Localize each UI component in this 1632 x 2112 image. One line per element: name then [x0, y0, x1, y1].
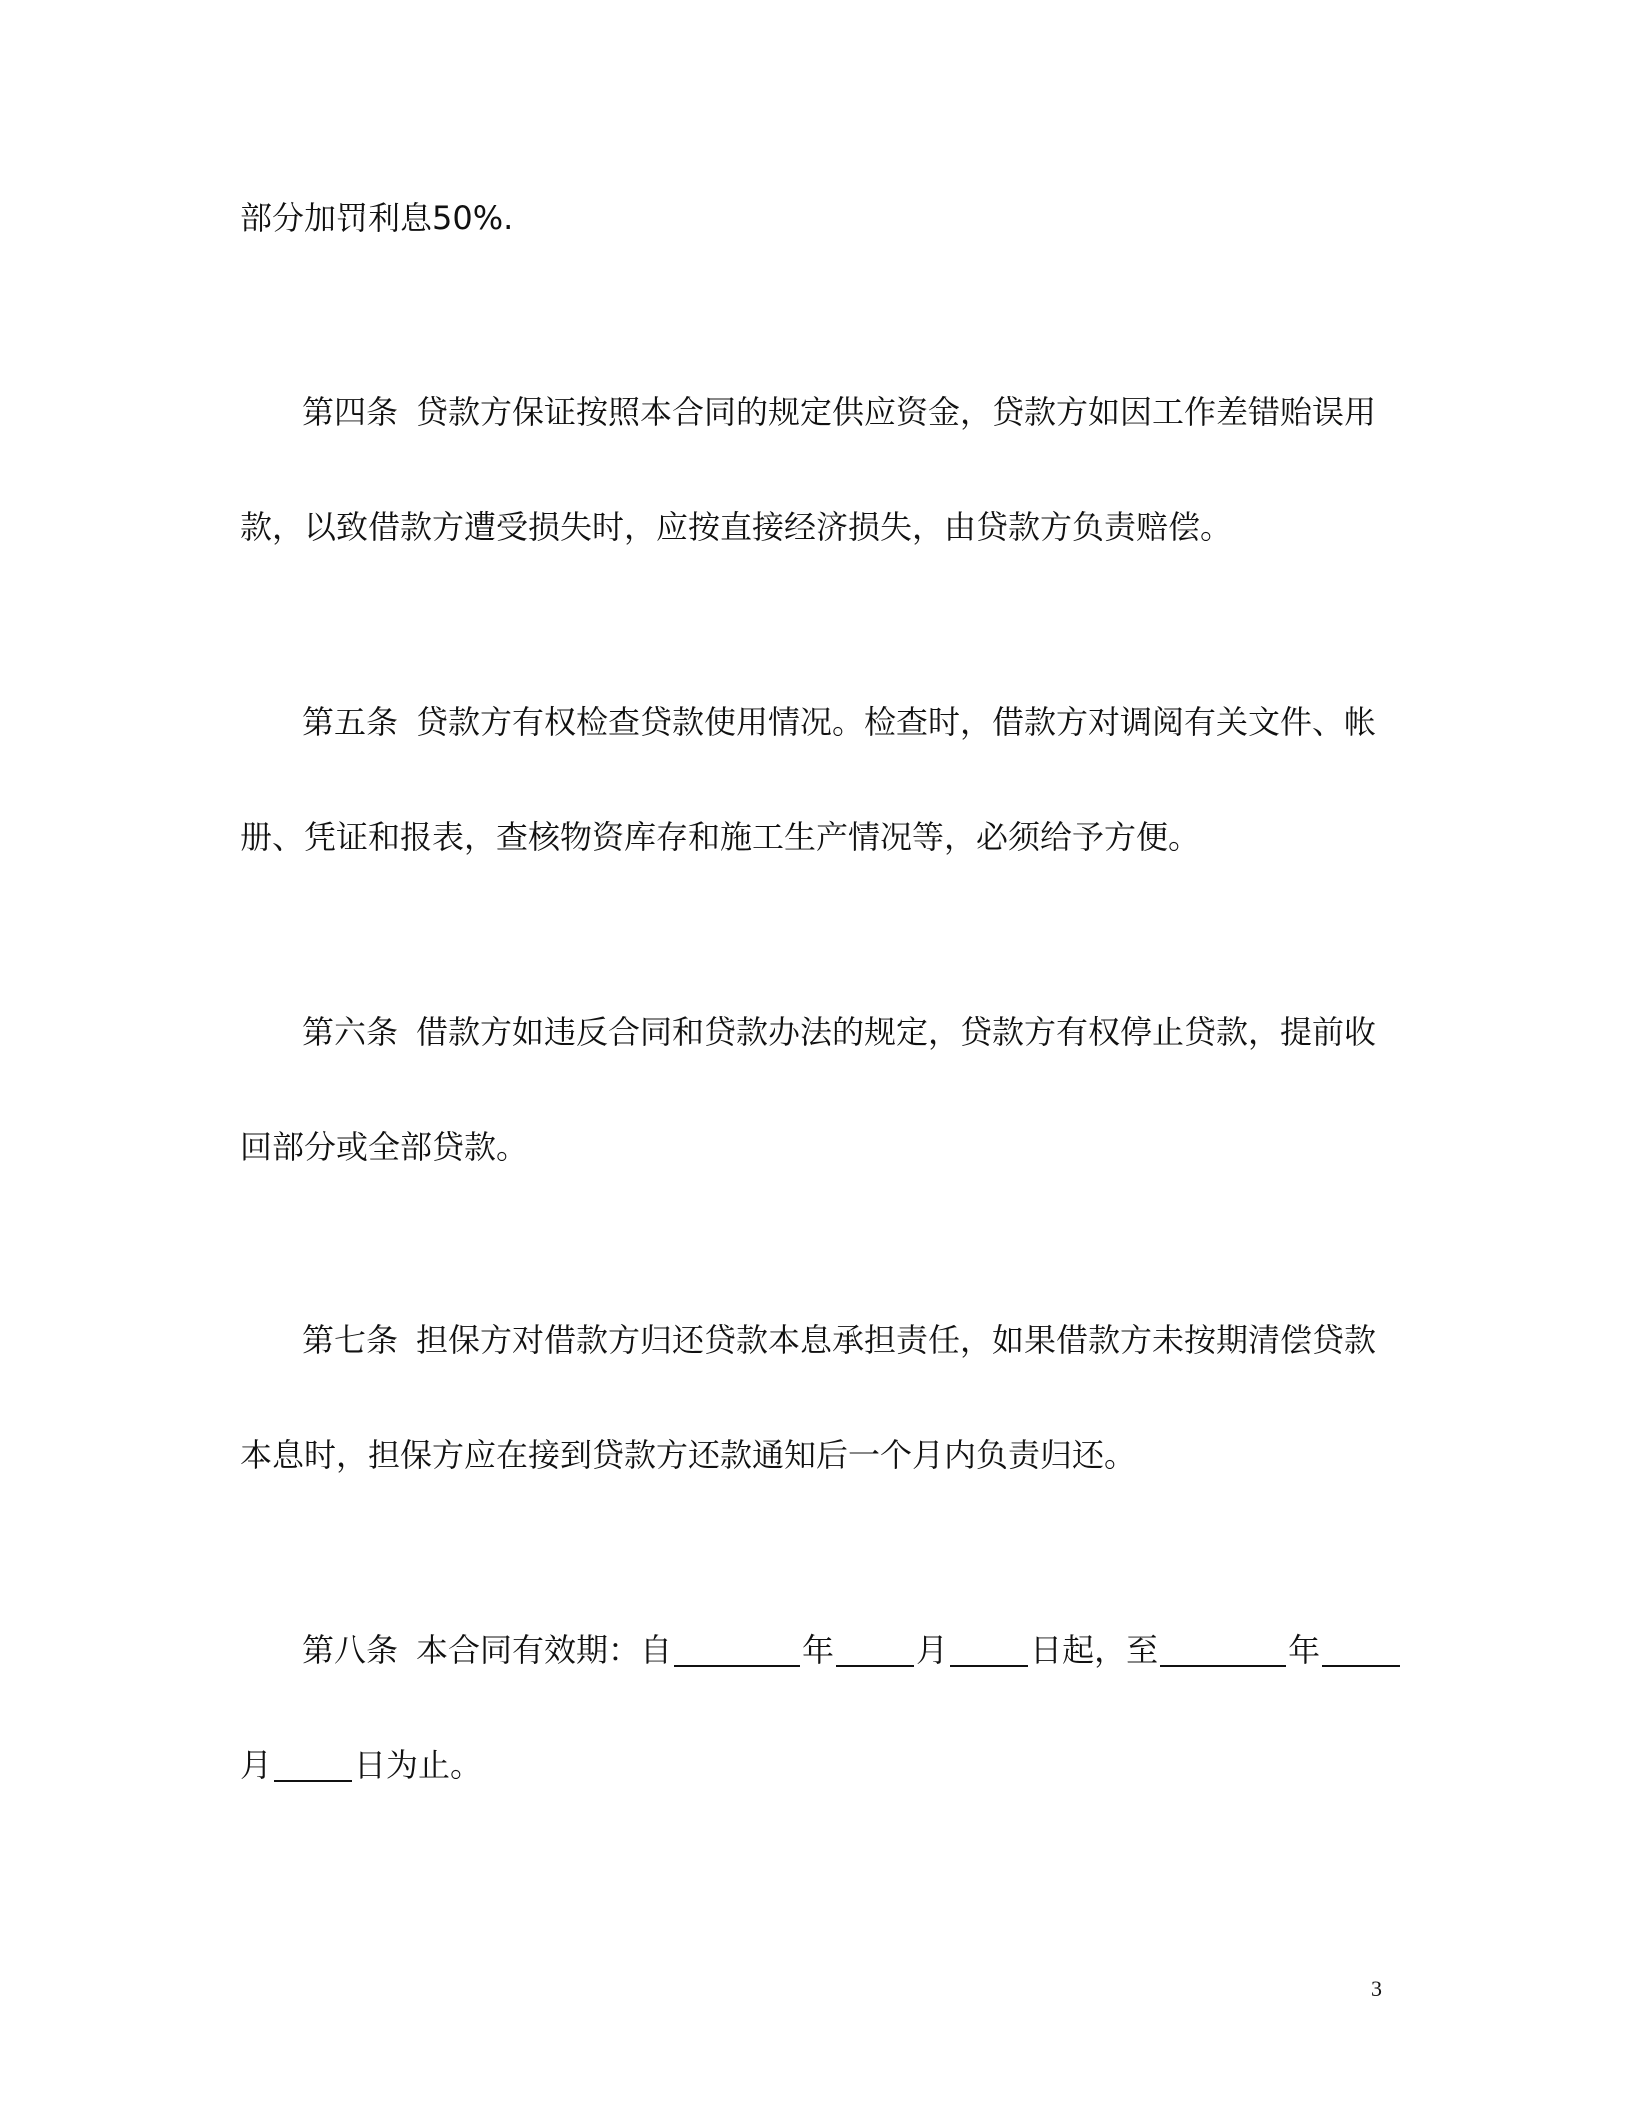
end-year-label: 年 [1288, 1631, 1321, 1669]
article-6-number: 第六条 [302, 1013, 399, 1051]
article-7-number: 第七条 [302, 1321, 399, 1359]
article-5-number: 第五条 [302, 703, 399, 741]
start-month-label: 月 [916, 1631, 949, 1669]
article-6-line-2 [240, 1125, 528, 1169]
end-day-blank[interactable] [274, 1746, 352, 1782]
article-8-intro: 本合同有效期：自 [416, 1631, 673, 1669]
end-month-blank-start[interactable] [1322, 1631, 1400, 1667]
start-year-label: 年 [802, 1631, 835, 1669]
start-month-blank[interactable] [836, 1631, 914, 1667]
article-5-text-2: 册、凭证和报表，查核物资库存和施工生产情况等，必须给予方便。 [240, 818, 1201, 856]
start-day-blank[interactable] [950, 1631, 1028, 1667]
article-6-text-2: 回部分或全部贷款。 [240, 1128, 529, 1166]
article-6-text-1: 借款方如违反合同和贷款办法的规定，贷款方有权停止贷款，提前收 [416, 1013, 1377, 1051]
article-4-line-2 [240, 505, 1232, 549]
start-year-blank[interactable] [674, 1631, 800, 1667]
article-8-end: 日为止。 [354, 1746, 483, 1784]
continuation-text: 部分加罚利息50%. [240, 199, 514, 237]
article-4-line-1 [302, 390, 1376, 434]
start-day-label: 日起，至 [1030, 1631, 1159, 1669]
article-4-text-2: 款，以致借款方遭受损失时，应按直接经济损失，由贷款方负责赔偿。 [240, 508, 1233, 546]
article-6-line-1 [302, 1010, 1376, 1054]
continuation-line [240, 196, 513, 240]
article-5-line-2 [240, 815, 1200, 859]
article-8-line-1 [302, 1628, 1402, 1672]
article-7-line-2 [240, 1433, 1136, 1477]
article-8-number: 第八条 [302, 1631, 399, 1669]
article-8-line-2 [240, 1743, 482, 1787]
article-4-text-1: 贷款方保证按照本合同的规定供应资金，贷款方如因工作差错贻误用 [416, 393, 1377, 431]
page-number: 3 [1371, 1976, 1382, 2001]
article-7-text-2: 本息时，担保方应在接到贷款方还款通知后一个月内负责归还。 [240, 1436, 1137, 1474]
article-5-line-1 [302, 700, 1376, 744]
end-month-label: 月 [240, 1746, 273, 1784]
article-5-text-1: 贷款方有权检查贷款使用情况。检查时，借款方对调阅有关文件、帐 [416, 703, 1377, 741]
article-4-number: 第四条 [302, 393, 399, 431]
article-7-line-1 [302, 1318, 1376, 1362]
end-year-blank[interactable] [1160, 1631, 1286, 1667]
article-7-text-1: 担保方对借款方归还贷款本息承担责任，如果借款方未按期清偿贷款 [416, 1321, 1377, 1359]
